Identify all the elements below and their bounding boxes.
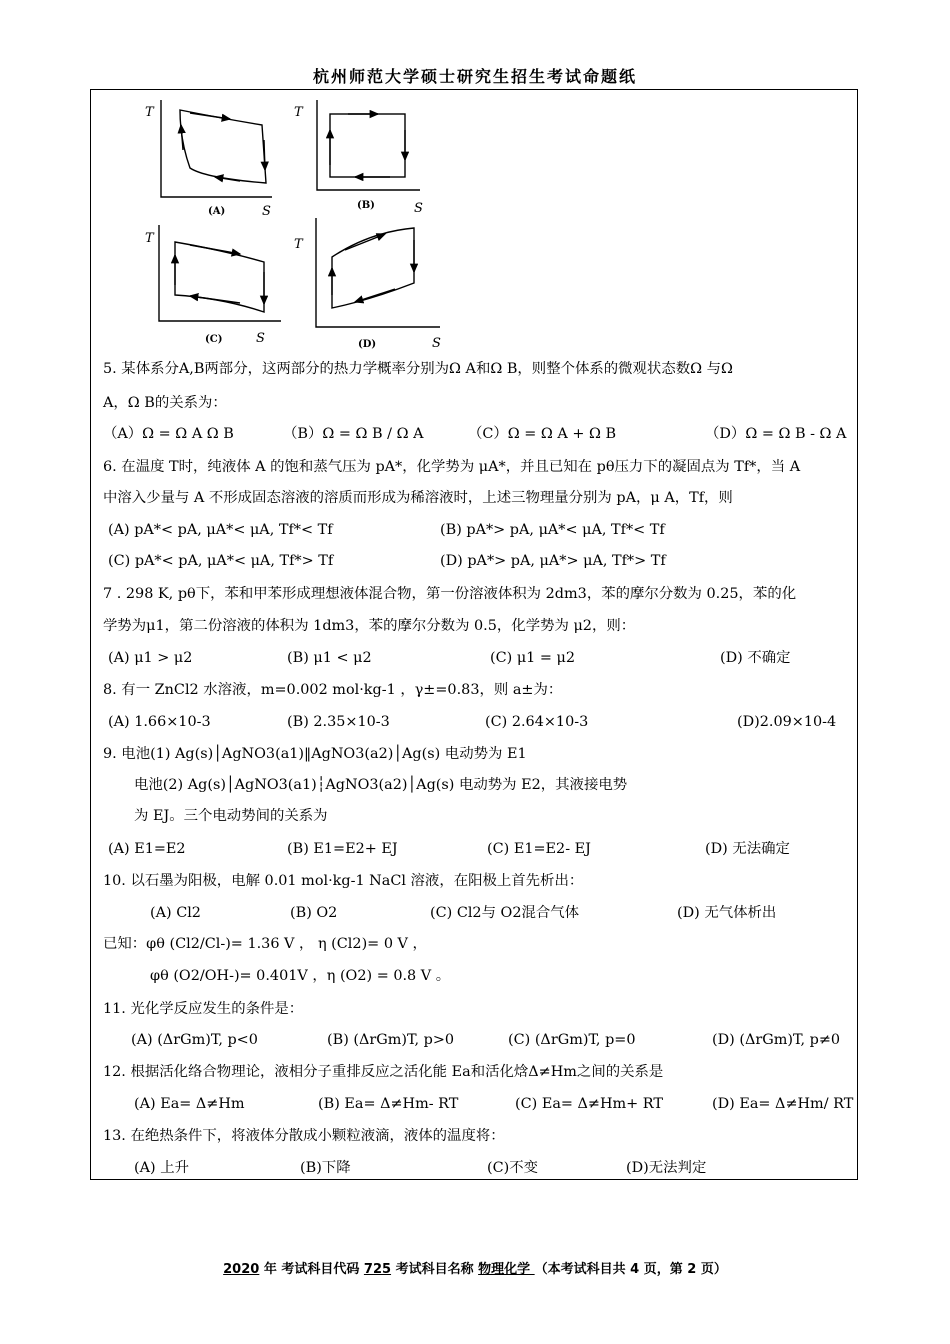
question-8-option-d: (D)2.09×10-4 bbox=[737, 714, 837, 730]
question-9-option-a: (A) E1=E2 bbox=[108, 841, 186, 857]
diagram-c-label: (C) bbox=[205, 334, 223, 345]
question-13-option-a: (A) 上升 bbox=[134, 1160, 189, 1176]
question-9-option-b: (B) E1=E2+ EJ bbox=[287, 841, 398, 857]
footer-text-1: 年 考试科目代码 bbox=[259, 1262, 364, 1277]
question-9-line-1: 9. 电池(1) Ag(s)│AgNO3(a1)‖AgNO3(a2)│Ag(s) 电动势为 E1 bbox=[103, 746, 527, 762]
ts-diagrams bbox=[0, 0, 950, 360]
diagram-a-cycle bbox=[180, 110, 266, 183]
question-13-line-1: 13. 在绝热条件下，将液体分散成小颗粒液滴，液体的温度将： bbox=[103, 1128, 505, 1144]
question-12-option-c: (C) Ea= Δ≠Hm+ RT bbox=[515, 1096, 663, 1112]
question-12-option-d: (D) Ea= Δ≠Hm/ RT bbox=[712, 1096, 854, 1112]
diagram-a-label: (A) bbox=[208, 206, 226, 217]
diagram-c-cycle bbox=[175, 242, 264, 312]
question-9-line-2: 电池(2) Ag(s)│AgNO3(a1)┆AgNO3(a2)│Ag(s) 电动势为 E2，其液接电势 bbox=[134, 777, 628, 793]
diagram-b-t-label: T bbox=[294, 105, 303, 120]
question-12-option-b: (B) Ea= Δ≠Hm- RT bbox=[318, 1096, 459, 1112]
footer-text-2: 考试科目名称 bbox=[391, 1262, 479, 1277]
question-11-option-b: (B) (ΔrGm)T, p>0 bbox=[327, 1032, 455, 1048]
question-6-option-a: (A) pA*< pA, μA*< μA, Tf*< Tf bbox=[108, 522, 333, 538]
diagram-d-s-label: S bbox=[432, 336, 441, 351]
question-6-option-d: (D) pA*> pA, μA*> μA, Tf*> Tf bbox=[440, 553, 666, 569]
question-8-line-1: 8. 有一 ZnCl2 水溶液，m=0.002 mol·kg-1 ，γ±=0.83，则 a±为： bbox=[103, 682, 563, 698]
diagram-d-axes bbox=[316, 218, 440, 327]
footer-subject: 物理化学 bbox=[478, 1262, 535, 1277]
question-7-option-a: (A) μ1 > μ2 bbox=[108, 650, 193, 666]
question-9-option-c: (C) E1=E2- EJ bbox=[487, 841, 591, 857]
question-8-option-c: (C) 2.64×10-3 bbox=[485, 714, 589, 730]
question-6-line-2: 中溶入少量与 A 不形成固态溶液的溶质而形成为稀溶液时，上述三物理量分别为 pA，μ A，Tf，则 bbox=[103, 490, 733, 506]
question-13-option-c: (C)不变 bbox=[487, 1160, 539, 1176]
question-9-line-3: 为 EJ。三个电动势间的关系为 bbox=[134, 808, 328, 824]
diagram-a-s-label: S bbox=[262, 204, 271, 219]
diagram-d-label: (D) bbox=[358, 339, 377, 350]
question-13-option-d: (D)无法判定 bbox=[626, 1160, 707, 1176]
question-8-option-b: (B) 2.35×10-3 bbox=[287, 714, 390, 730]
question-5-option-d: （D）Ω = Ω B - Ω A bbox=[705, 426, 847, 442]
question-7-line-2: 学势为μ1，第二份溶液的体积为 1dm3，苯的摩尔分数为 0.5，化学势为 μ2，则： bbox=[103, 618, 636, 634]
question-6-line-1: 6. 在温度 T时，纯液体 A 的饱和蒸气压为 pA*，化学势为 μA*，并且已知在 pθ压力下的凝固点为 Tf*，当 A bbox=[103, 459, 801, 475]
page-header: 杭州师范大学硕士研究生招生考试命题纸 bbox=[312, 67, 637, 86]
footer-code: 725 bbox=[363, 1262, 392, 1277]
page-footer bbox=[0, 1258, 950, 1277]
question-5-option-a: （A）Ω = Ω A Ω B bbox=[103, 426, 234, 442]
question-7-line-1: 7 . 298 K, pθ下，苯和甲苯形成理想液体混合物，第一份溶液体积为 2dm3，苯的摩尔分数为 0.25，苯的化 bbox=[103, 586, 797, 602]
question-11-option-d: (D) (ΔrGm)T, p≠0 bbox=[712, 1032, 841, 1048]
question-6-option-b: (B) pA*> pA, μA*< μA, Tf*< Tf bbox=[440, 522, 665, 538]
diagram-c-t-label: T bbox=[145, 231, 154, 246]
question-11-line-1: 11. 光化学反应发生的条件是： bbox=[103, 1001, 304, 1017]
question-11-option-a: (A) (ΔrGm)T, p<0 bbox=[131, 1032, 258, 1048]
footer-year: 2020 bbox=[223, 1262, 260, 1277]
diagram-d-t-label: T bbox=[294, 237, 303, 252]
question-10-option-a: (A) Cl2 bbox=[150, 905, 201, 921]
question-10-given-1: 已知：φθ (Cl2/Cl-)= 1.36 V ， η (Cl2)= 0 V ， bbox=[103, 936, 427, 952]
question-6-option-c: (C) pA*< pA, μA*< μA, Tf*> Tf bbox=[108, 553, 334, 569]
diagram-a-t-label: T bbox=[145, 105, 154, 120]
question-10-line-1: 10. 以石墨为阳极，电解 0.01 mol·kg-1 NaCl 溶液，在阳极上首先析出： bbox=[103, 873, 584, 889]
question-12-option-a: (A) Ea= Δ≠Hm bbox=[134, 1096, 245, 1112]
diagram-c-s-label: S bbox=[256, 331, 265, 346]
footer-text-3: （本考试科目共 4 页，第 2 页） bbox=[534, 1262, 727, 1277]
question-13-option-b: (B)下降 bbox=[300, 1160, 351, 1176]
question-10-given-2: φθ (O2/OH-)= 0.401V ，η (O2) = 0.8 V 。 bbox=[150, 968, 451, 984]
question-12-line-1: 12. 根据活化络合物理论，液相分子重排反应之活化能 Ea和活化焓Δ≠Hm之间的关系是 bbox=[103, 1064, 664, 1080]
question-11-option-c: (C) (ΔrGm)T, p=0 bbox=[508, 1032, 636, 1048]
question-5-option-c: （C）Ω = Ω A + Ω B bbox=[468, 426, 617, 442]
question-10-option-c: (C) Cl2与 O2混合气体 bbox=[430, 905, 580, 921]
diagram-b-label: (B) bbox=[357, 200, 375, 211]
diagram-c-axes bbox=[159, 225, 281, 321]
question-10-option-b: (B) O2 bbox=[290, 905, 338, 921]
question-7-option-c: (C) μ1 = μ2 bbox=[490, 650, 576, 666]
question-7-option-d: (D) 不确定 bbox=[720, 650, 791, 666]
question-10-option-d: (D) 无气体析出 bbox=[677, 905, 777, 921]
question-7-option-b: (B) μ1 < μ2 bbox=[287, 650, 372, 666]
diagram-b-s-label: S bbox=[414, 201, 423, 216]
question-5-line-2: A，Ω B的关系为： bbox=[103, 395, 227, 411]
question-5-option-b: （B）Ω = Ω B / Ω A bbox=[283, 426, 424, 442]
question-9-option-d: (D) 无法确定 bbox=[705, 841, 790, 857]
diagram-b-cycle bbox=[330, 114, 405, 177]
question-8-option-a: (A) 1.66×10-3 bbox=[108, 714, 211, 730]
question-5-line-1: 5. 某体系分A,B两部分，这两部分的热力学概率分别为Ω A和Ω B，则整个体系的微观状态数Ω 与Ω bbox=[103, 361, 733, 377]
